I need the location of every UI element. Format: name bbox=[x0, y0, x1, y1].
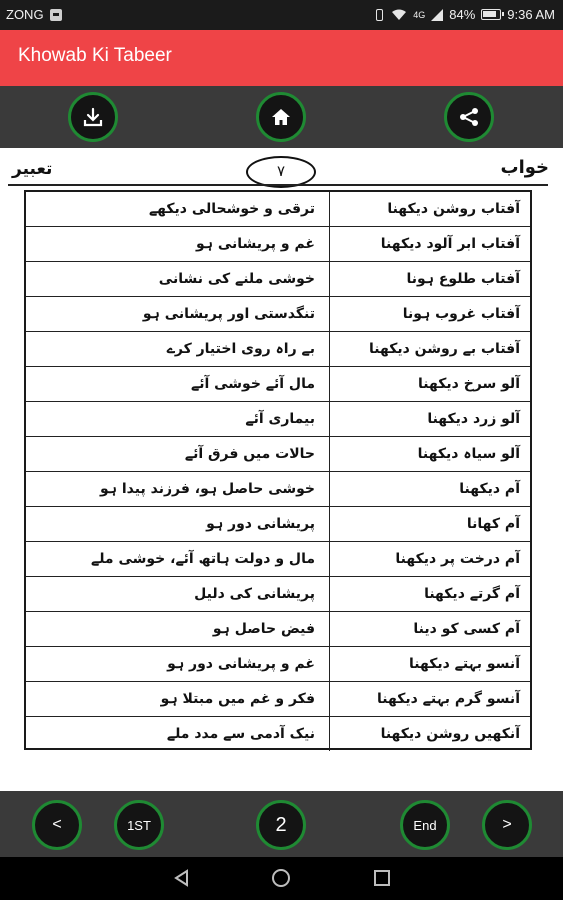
app-bar bbox=[0, 30, 563, 86]
next-page-button[interactable] bbox=[482, 800, 532, 850]
home-button[interactable] bbox=[256, 92, 306, 142]
dream-cell: آم درخت پر دیکھنا bbox=[329, 542, 530, 576]
table-row bbox=[26, 507, 530, 542]
home-nav-icon[interactable] bbox=[271, 868, 291, 888]
vibrate-icon bbox=[376, 9, 383, 21]
table-row bbox=[26, 332, 530, 367]
status-right bbox=[374, 7, 555, 22]
dream-cell: آم گرتے دیکھنا bbox=[329, 577, 530, 611]
meaning-cell: خوشی ملنے کی نشانی bbox=[158, 271, 315, 287]
first-page-button[interactable] bbox=[114, 800, 164, 850]
clock: 9:36 AM bbox=[507, 7, 555, 22]
dream-cell: آنکھیں روشن دیکھنا bbox=[329, 717, 530, 751]
meaning-cell: فکر و غم میں مبتلا ہو bbox=[160, 691, 315, 707]
dream-cell: آفتاب روشن دیکھنا bbox=[329, 192, 530, 226]
battery-percent: 84% bbox=[449, 7, 476, 22]
recents-icon[interactable] bbox=[372, 868, 392, 888]
meaning-cell: مال آئے خوشی آئے bbox=[190, 376, 315, 392]
dream-cell: آفتاب بے روشن دیکھنا bbox=[329, 332, 530, 366]
page-header-dream: خواب bbox=[500, 157, 549, 178]
table-row bbox=[26, 437, 530, 472]
meaning-cell: فیض حاصل ہو bbox=[212, 621, 315, 637]
dream-cell: آم کسی کو دینا bbox=[329, 612, 530, 646]
end-page-button[interactable] bbox=[400, 800, 450, 850]
meaning-cell: مال و دولت ہاتھ آئے، خوشی ملے bbox=[91, 551, 315, 567]
status-left bbox=[6, 7, 62, 22]
meaning-cell: بے راہ روی اختیار کرے bbox=[166, 341, 315, 357]
dream-cell: آنسو بہتے دیکھنا bbox=[329, 647, 530, 681]
status-bar bbox=[0, 0, 563, 30]
table-row bbox=[26, 192, 530, 227]
table-row bbox=[26, 647, 530, 682]
download-icon bbox=[82, 106, 104, 128]
meaning-cell: تنگدستی اور پریشانی ہو bbox=[142, 306, 315, 322]
share-icon bbox=[458, 106, 480, 128]
meaning-cell: پریشانی دور ہو bbox=[206, 516, 315, 532]
page-navigation-bar bbox=[0, 791, 563, 857]
wifi-icon bbox=[391, 9, 407, 21]
current-page-button[interactable] bbox=[256, 800, 306, 850]
dream-cell: آفتاب غروب ہونا bbox=[329, 297, 530, 331]
page-number: ۷ bbox=[246, 156, 316, 188]
current-page-label: 2 bbox=[275, 813, 287, 836]
battery-icon bbox=[481, 9, 501, 20]
book-page bbox=[0, 148, 563, 791]
meaning-cell: حالات میں فرق آئے bbox=[184, 446, 315, 462]
top-toolbar bbox=[0, 86, 563, 148]
meaning-cell: ترقی و خوشحالی دیکھے bbox=[148, 201, 315, 217]
table-row bbox=[26, 612, 530, 647]
dream-cell: آلو زرد دیکھنا bbox=[329, 402, 530, 436]
download-button[interactable] bbox=[68, 92, 118, 142]
notification-icon bbox=[50, 9, 62, 21]
table-row bbox=[26, 227, 530, 262]
table-row bbox=[26, 542, 530, 577]
meaning-cell: غم و پریشانی دور ہو bbox=[167, 656, 315, 672]
table-row bbox=[26, 297, 530, 332]
table-row bbox=[26, 472, 530, 507]
dream-table bbox=[24, 190, 532, 750]
prev-label: < bbox=[52, 816, 62, 833]
end-label: End bbox=[413, 817, 437, 833]
next-label: > bbox=[502, 816, 512, 833]
meaning-cell: پریشانی کی دلیل bbox=[194, 586, 315, 602]
first-label: 1ST bbox=[127, 817, 151, 833]
meaning-cell: نیک آدمی سے مدد ملے bbox=[166, 726, 315, 742]
table-row bbox=[26, 367, 530, 402]
dream-cell: آلو سرخ دیکھنا bbox=[329, 367, 530, 401]
dream-cell: آم کھانا bbox=[329, 507, 530, 541]
dream-cell: آفتاب طلوع ہونا bbox=[329, 262, 530, 296]
dream-cell: آم دیکھنا bbox=[329, 472, 530, 506]
signal-icon bbox=[431, 9, 443, 21]
network-type-label: 4G bbox=[413, 9, 426, 20]
table-row bbox=[26, 262, 530, 297]
home-icon bbox=[270, 106, 292, 128]
meaning-cell: بیماری آئے bbox=[245, 411, 315, 427]
header-rule bbox=[8, 184, 548, 186]
page-header-meaning: تعبیر bbox=[12, 159, 53, 179]
meaning-cell: غم و پریشانی ہو bbox=[196, 236, 315, 252]
table-row bbox=[26, 402, 530, 437]
back-icon[interactable] bbox=[172, 868, 192, 888]
share-button[interactable] bbox=[444, 92, 494, 142]
table-row bbox=[26, 577, 530, 612]
table-row bbox=[26, 717, 530, 752]
table-row bbox=[26, 682, 530, 717]
dream-cell: آنسو گرم بہتے دیکھنا bbox=[329, 682, 530, 716]
app-title: Khowab Ki Tabeer bbox=[18, 45, 172, 66]
dream-cell: آفتاب ابر آلود دیکھنا bbox=[329, 227, 530, 261]
system-nav-bar bbox=[0, 857, 563, 900]
prev-page-button[interactable] bbox=[32, 800, 82, 850]
dream-cell: آلو سیاہ دیکھنا bbox=[329, 437, 530, 471]
meaning-cell: خوشی حاصل ہو، فرزند پیدا ہو bbox=[100, 481, 315, 497]
carrier-label: ZONG bbox=[6, 7, 44, 22]
